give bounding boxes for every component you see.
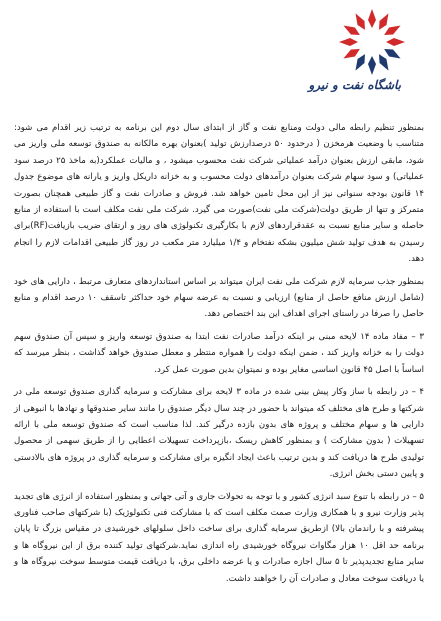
paragraph: ۵ – در رابطه با تنوع سبد انرژی کشور و با توجه به تحولات جاری و آتی جهانی و بمنظور استفاده از انرژی های تجدید پذیر وزارت نیرو و با همکاری وزارت صمت مکلف است که با مشارکت فنی تکنولوژیک (با شرکتهای صاحب فناوری پیشرفته و با راندمان بالا) ازطریق سرمایه گذاری برای ساخت داخل سلولهای خورشیدی در مقیاس بزرگ تا پایان برنامه حد اقل ۱۰ هزار مگاوات نیروگاه خورشیدی راه اندازی نماید.شرکتهای تولید کننده برق از این نیروگاه ها و سایر منابع تجدیدپذیر تا ۵ سال اجازه صادرات و یا عرضه داخلی برق، با دریافت قیمت متوسط سوخت نیروگاه ها و یا دریافت سوخت معادل و صادرات آن را خواهند داشت. xyxy=(14,491,424,584)
paragraph: بمنظور جذب سرمایه لازم شرکت ملی نفت ایران میتواند بر اساس استانداردهای متعارف مرتبط ، دارایی های خود (شامل ارزش منافع حاصل از منابع) ارزیابی و نسبت به عرضه سهام خود حداکثر تاسقف ۱۰ درصد اقدام و منابع حاصل را صرفا در راستای اجرای اهداف این بند اختصاص دهد. xyxy=(14,276,424,320)
paragraph: ۳ – مفاد ماده ۱۴ لایحه مبنی بر اینکه درآمد صادرات نفت ابتدا به صندوق توسعه واریز و سپس آن صندوق سهم دولت را به خزانه واریز کند ، ضمن اینکه دولت را همواره منتظر و معطل صندوق خواهد گذاشت ، بنظر میرسد که اساساً با اصل ۴۵ قانون اساسی مغایر بوده و نمیتوان بدین صورت عمل کرد. xyxy=(14,331,424,375)
document-body xyxy=(14,120,424,593)
paragraph: ۴ – در رابطه با ساز وکار پیش بینی شده در ماده ۳ لایحه برای مشارکت و سرمایه گذاری صندوق توسعه ملی در شرکتها و طرح های مختلف که میتواند با حضور در چند سال دیگر صندوق را مانند سایر صندوقها و نهادها با انبوهی از دارایی ها و سهام مختلف و پروژه های بدون بازده درگیر کند. لذا مناسب است که صندوق توسعه ملی با ارائه تسهیلات ( بدون مشارکت ) و بمنظور کاهش ریسک ،بازپرداخت تسهیلات اعطایی را از طریق سهمی از محصول تولیدی طرح ها دریافت کند و بدین ترتیب باعث ایجاد انگیزه برای مشارکت و سرمایه گذاری در پروژه های بالادستی و پایین دستی بخش انرژی. xyxy=(14,387,424,480)
paragraph: بمنظور تنظیم رابطه مالی دولت ومنابع نفت و گاز از ابتدای سال دوم این برنامه به ترتیب زیر اقدام می شود: متناسب با وضعیت هرمخزن ( درحدود ۵۰ درصدارزش تولید )بعنوان بهره مالکانه به صندوق توسعه ملی واریز می شود، مابقی ارزش بعنوان درآمد عملیاتی شرکت نفت محسوب میشود ، و مالیات عملکرد(به ماخذ ۲۵ درصد سود عملیاتی) و سود سهام شرکت بعنوان درآمدهای دولت محسوب و به خزانه داریکل واریز و یارانه های موضوع جدول ۱۴ قانون بودجه سنواتی نیز از این محل تامین خواهد شد. فروش و صادرات نفت و گاز طبیعی همچنان بصورت متمرکز و تنها از طریق دولت(شرکت ملی نفت)صورت می گیرد. شرکت ملی نفت مکلف است با استفاده از منابع حاصله و سایر منابع نسبت به عقدقراردهای لازم با بکارگیری تکنولوژی های روز و ارتقای ضریب بازیافت(RF)برای رسیدن به هدف تولید شش میلیون بشکه نفتخام و ۱/۴ میلیارد متر مکعب در روز گاز طبیعی اقدامات لازم را انجام دهد. xyxy=(14,123,425,265)
brand-name: باشگاه نفت و نیرو xyxy=(308,78,401,92)
star-logo-icon xyxy=(323,6,421,78)
club-logo xyxy=(323,6,421,114)
